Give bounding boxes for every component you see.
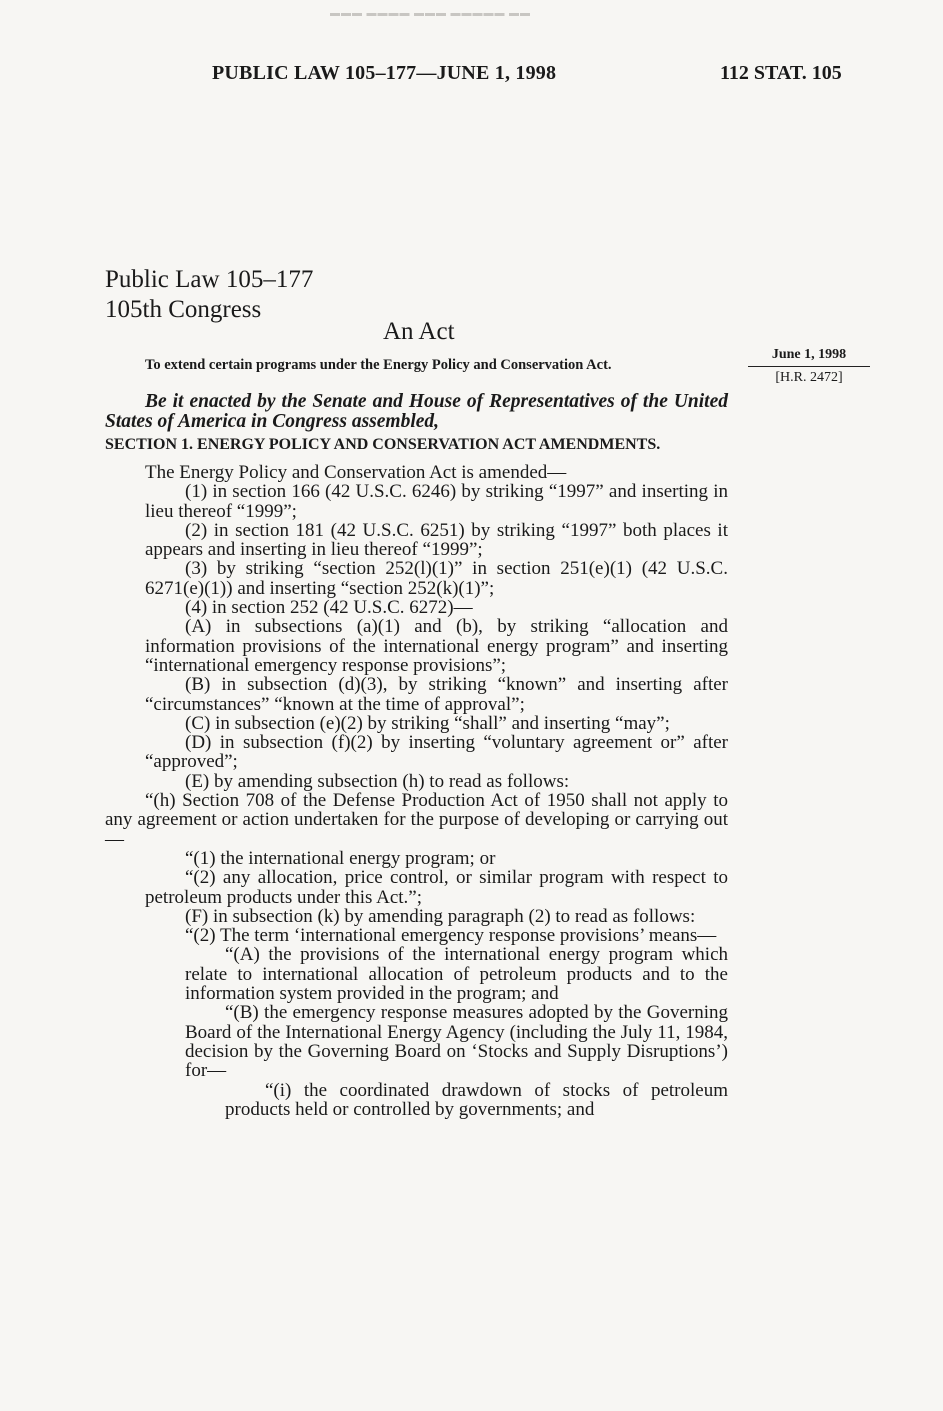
section-body bbox=[105, 463, 728, 1119]
quoted-item: “(1) the international energy program; or bbox=[185, 847, 496, 869]
quoted-subsection-h: “(h) Section 708 of the Defense Production Act of 1950 shall not apply to any agreement or action undertaken for the purpose of developing or carrying out— bbox=[105, 790, 728, 850]
congress-number: 105th Congress bbox=[105, 296, 262, 323]
quoted-definition-subitem: “(i) the coordinated drawdown of stocks of petroleum products held or controlled by governments; and bbox=[225, 1079, 728, 1120]
quoted-definition-item: “(B) the emergency response measures adopted by the Governing Board of the International Energy Agency (including the July 11, 1984, decision by the Governing Board on ‘Stocks and Supply Disruptions’) for— bbox=[185, 1002, 728, 1082]
sub-list-item: (D) in subsection (f)(2) by inserting “voluntary agreement or” after “approved”; bbox=[145, 732, 728, 773]
list-item: (3) by striking “section 252(l)(1)” in section 251(e)(1) (42 U.S.C. 6271(e)(1)) and inserting “section 252(k)(1)”; bbox=[145, 558, 728, 599]
quoted-item: “(2) any allocation, price control, or similar program with respect to petroleum products under this Act.”; bbox=[145, 867, 728, 908]
section-intro: The Energy Policy and Conservation Act is amended— bbox=[145, 462, 567, 483]
sub-list-item: (E) by amending subsection (h) to read as follows: bbox=[185, 770, 570, 792]
running-head: PUBLIC LAW 105–177—JUNE 1, 1998 bbox=[212, 62, 557, 84]
law-number: Public Law 105–177 bbox=[105, 266, 314, 293]
section-heading: SECTION 1. ENERGY POLICY AND CONSERVATION ACT AMENDMENTS. bbox=[105, 436, 661, 453]
margin-date: June 1, 1998 bbox=[748, 347, 870, 367]
bleed-through-text: ▬▬▬ ▬▬▬▬ ▬▬▬ ▬▬▬▬▬ ▬▬ bbox=[330, 8, 531, 18]
enacting-clause: Be it enacted by the Senate and House of Representatives of the United States of America in Congress assembled, bbox=[105, 391, 728, 432]
sub-list-item: (A) in subsections (a)(1) and (b), by striking “allocation and information provisions of the international energy program” and inserting “international emergency response provisions”; bbox=[145, 616, 728, 676]
list-item: (1) in section 166 (42 U.S.C. 6246) by striking “1997” and inserting in lieu thereof “1999”; bbox=[145, 481, 728, 522]
sub-list-item: (B) in subsection (d)(3), by striking “known” and inserting after “circumstances” “known at the time of approval”; bbox=[145, 674, 728, 715]
sub-list-item: (C) in subsection (e)(2) by striking “shall” and inserting “may”; bbox=[185, 712, 670, 734]
list-item: (4) in section 252 (42 U.S.C. 6272)— bbox=[185, 597, 473, 619]
act-title: An Act bbox=[383, 318, 455, 345]
law-designation bbox=[105, 265, 313, 325]
list-item: (2) in section 181 (42 U.S.C. 6251) by striking “1997” both places it appears and inserting in lieu thereof “1999”; bbox=[145, 519, 728, 561]
page-reference: 112 STAT. 105 bbox=[720, 62, 842, 84]
act-purpose: To extend certain programs under the Energy Policy and Conservation Act. bbox=[145, 357, 612, 373]
margin-note bbox=[748, 347, 870, 386]
quoted-definition-item: “(A) the provisions of the international energy program which relate to international allocation of petroleum products and to the information system provided in the program; and bbox=[185, 944, 728, 1005]
margin-bill-number: [H.R. 2472] bbox=[775, 370, 843, 385]
sub-list-item: (F) in subsection (k) by amending paragraph (2) to read as follows: bbox=[185, 905, 696, 927]
quoted-definition: “(2) The term ‘international emergency response provisions’ means— bbox=[185, 925, 717, 947]
